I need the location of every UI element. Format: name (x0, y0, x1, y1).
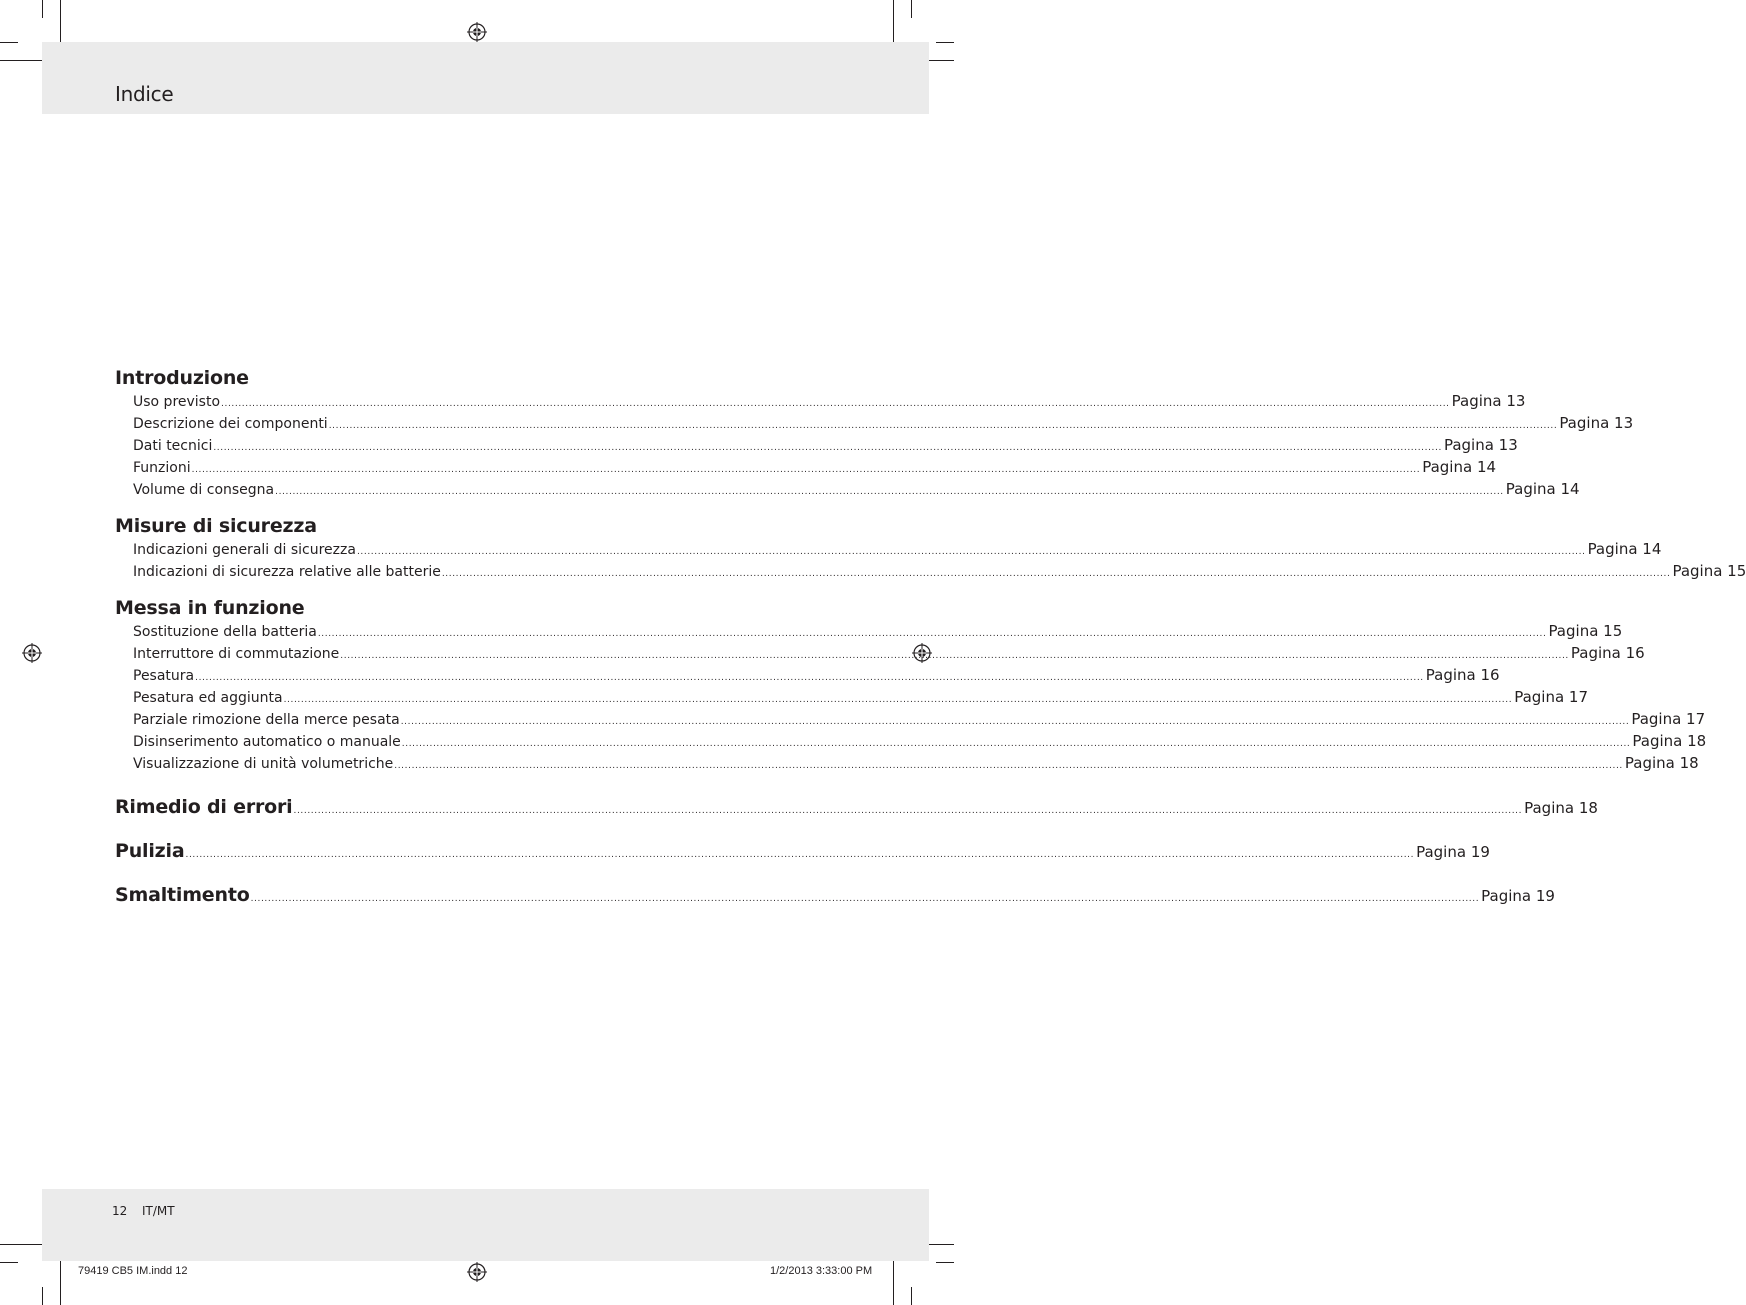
dot-leader: ................................................................................................................................................................................................................................................................................................................................................................... (195, 673, 1424, 683)
entry-page: Pagina 15 (1548, 622, 1623, 640)
entry-label: Funzioni (133, 460, 191, 476)
crop-mark (936, 42, 954, 43)
entry-label: Disinserimento automatico o manuale (133, 734, 401, 750)
dot-leader: ................................................................................................................................................................................................................................................................................................................................................................... (441, 569, 1671, 579)
entry-page: Pagina 18 (1524, 799, 1598, 817)
dot-leader: ................................................................................................................................................................................................................................................................................................................................................................... (283, 695, 1513, 705)
crop-mark (0, 60, 46, 61)
toc-entry[interactable] (115, 478, 1580, 500)
entry-page: Pagina 17 (1631, 710, 1706, 728)
crop-mark (893, 0, 894, 46)
section-title: Messa in funzione (115, 597, 305, 619)
table-of-contents (115, 366, 1746, 924)
dot-leader: ................................................................................................................................................................................................................................................................................................................................................................... (328, 421, 1558, 431)
entry-label: Uso previsto (133, 394, 221, 410)
entry-page: Pagina 13 (1443, 436, 1518, 454)
registration-mark-icon (467, 22, 487, 42)
crop-mark (0, 42, 18, 43)
toc-section (115, 514, 1746, 582)
toc-entry[interactable] (115, 538, 1662, 560)
dot-leader: ................................................................................................................................................................................................................................................................................................................................................................... (293, 806, 1523, 816)
crop-mark (911, 1287, 912, 1305)
entry-page: Pagina 18 (1624, 754, 1699, 772)
entry-page: Pagina 14 (1587, 540, 1662, 558)
entry-label: Dati tecnici (133, 438, 213, 454)
entry-label: Parziale rimozione della merce pesata (133, 712, 400, 728)
toc-entry[interactable] (115, 620, 1623, 642)
entry-page: Pagina 16 (1425, 666, 1500, 684)
registration-mark-icon (22, 643, 42, 663)
toc-section (115, 366, 1634, 500)
entry-label: Pesatura ed aggiunta (133, 690, 283, 706)
toc-entry[interactable] (115, 752, 1699, 774)
entry-page: Pagina 19 (1481, 887, 1555, 905)
entry-page: Pagina 16 (1570, 644, 1645, 662)
section-title: Introduzione (115, 367, 249, 389)
file-slug: 79419 CB5 IM.indd 12 (78, 1265, 188, 1277)
toc-section (115, 596, 1707, 774)
entry-page: Pagina 18 (1632, 732, 1707, 750)
crop-mark (911, 0, 912, 18)
crop-mark (42, 0, 43, 18)
entry-page: Pagina 13 (1451, 392, 1526, 410)
crop-mark (60, 0, 61, 46)
dot-leader: ................................................................................................................................................................................................................................................................................................................................................................... (250, 894, 1480, 904)
entry-label: Volume di consegna (133, 482, 275, 498)
header-band (42, 42, 929, 114)
toc-entry[interactable] (115, 560, 1746, 582)
dot-leader: ................................................................................................................................................................................................................................................................................................................................................................... (185, 850, 1415, 860)
entry-page: Pagina 14 (1422, 458, 1497, 476)
dot-leader: ................................................................................................................................................................................................................................................................................................................................................................... (340, 651, 1569, 661)
registration-mark-icon (467, 1262, 487, 1282)
toc-entry[interactable] (115, 708, 1706, 730)
toc-entry[interactable] (115, 686, 1589, 708)
section-title: Pulizia (115, 840, 185, 862)
entry-label: Sostituzione della batteria (133, 624, 317, 640)
toc-section-entry[interactable] (115, 880, 1555, 910)
dot-leader: ................................................................................................................................................................................................................................................................................................................................................................... (191, 465, 1421, 475)
entry-label: Interruttore di commutazione (133, 646, 340, 662)
toc-section-entry[interactable] (115, 836, 1490, 866)
entry-label: Visualizzazione di unità volumetriche (133, 756, 394, 772)
toc-entry[interactable] (115, 730, 1707, 752)
crop-mark (0, 1244, 46, 1245)
entry-label: Indicazioni generali di sicurezza (133, 542, 356, 558)
entry-label: Descrizione dei componenti (133, 416, 328, 432)
language-code: IT/MT (142, 1204, 175, 1218)
crop-mark (0, 1262, 18, 1263)
crop-mark (60, 1259, 61, 1305)
toc-entry[interactable] (115, 412, 1634, 434)
dot-leader: ................................................................................................................................................................................................................................................................................................................................................................... (317, 629, 1547, 639)
crop-mark (42, 1287, 43, 1305)
footer-band (42, 1189, 929, 1261)
timestamp-slug: 1/2/2013 3:33:00 PM (770, 1265, 873, 1277)
entry-page: Pagina 15 (1672, 562, 1746, 580)
toc-entry[interactable] (115, 642, 1645, 664)
entry-label: Indicazioni di sicurezza relative alle batterie (133, 564, 441, 580)
toc-entry[interactable] (115, 456, 1497, 478)
dot-leader: ................................................................................................................................................................................................................................................................................................................................................................... (221, 399, 1450, 409)
dot-leader: ................................................................................................................................................................................................................................................................................................................................................................... (400, 717, 1630, 727)
dot-leader: ................................................................................................................................................................................................................................................................................................................................................................... (356, 547, 1586, 557)
dot-leader: ................................................................................................................................................................................................................................................................................................................................................................... (394, 761, 1623, 771)
section-title: Smaltimento (115, 884, 250, 906)
entry-page: Pagina 19 (1416, 843, 1490, 861)
entry-page: Pagina 14 (1505, 480, 1580, 498)
crop-mark (936, 1262, 954, 1263)
entry-page: Pagina 17 (1514, 688, 1589, 706)
toc-entry[interactable] (115, 390, 1526, 412)
section-title: Rimedio di errori (115, 796, 293, 818)
entry-label: Pesatura (133, 668, 195, 684)
dot-leader: ................................................................................................................................................................................................................................................................................................................................................................... (401, 739, 1631, 749)
toc-section-entry[interactable] (115, 792, 1598, 822)
entry-page: Pagina 13 (1559, 414, 1634, 432)
crop-mark (893, 1259, 894, 1305)
dot-leader: ................................................................................................................................................................................................................................................................................................................................................................... (213, 443, 1442, 453)
page-number: 12 (112, 1204, 128, 1218)
toc-entry[interactable] (115, 664, 1500, 686)
section-title: Misure di sicurezza (115, 515, 317, 537)
page-title: Indice (115, 82, 174, 106)
toc-entry[interactable] (115, 434, 1518, 456)
dot-leader: ................................................................................................................................................................................................................................................................................................................................................................... (275, 487, 1504, 497)
